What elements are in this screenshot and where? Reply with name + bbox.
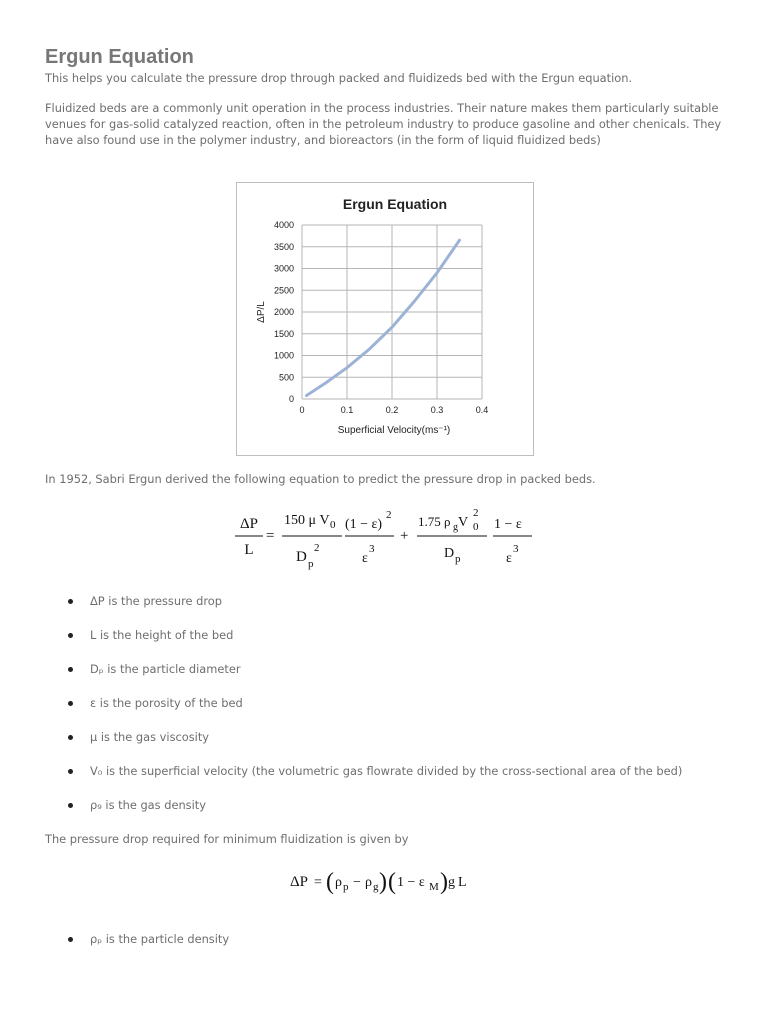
y-tick-label: 2500 (273, 285, 294, 296)
x-tick-label: 0.3 (430, 405, 444, 415)
y-tick-label: 2000 (273, 307, 294, 317)
list-item: ρₚ is the particle density (45, 928, 745, 950)
eq-t1-num-sub: 0 (330, 519, 336, 531)
eq-lhs-den: L (244, 542, 254, 558)
eq-t4-den-sup: 3 (513, 543, 519, 555)
eq-t2-num: (1 − ε) (345, 517, 383, 532)
variables-list (45, 590, 745, 828)
eq-t3-den: D (444, 546, 455, 561)
min-fluidization-equation (288, 866, 488, 902)
min-fluidization-text: The pressure drop required for minimum fluidization is given by (45, 832, 409, 846)
mf-rho2: ρ (365, 875, 372, 890)
y-tick-label: 4000 (273, 220, 294, 230)
page-title: Ergun Equation (45, 46, 194, 68)
description-paragraph (45, 100, 735, 148)
description-line: venues for gas-solid catalyzed reaction, often in the petroleum industry to produce gasoline and other chenicals. They (45, 117, 722, 131)
eq-t3-num-v: V (458, 515, 469, 530)
mf-dp: ΔP (290, 874, 308, 890)
x-axis-label: Superficial Velocity(ms⁻¹) (337, 425, 451, 436)
y-tick-label: 3500 (273, 241, 294, 252)
y-tick-label: 3000 (273, 263, 294, 274)
list-item: V₀ is the superficial velocity (the volumetric gas flowrate divided by the cross-sectional area of the bed) (45, 760, 745, 794)
mf-sub-m: M (429, 881, 439, 893)
ergun-equation (232, 506, 562, 572)
y-axis-label: ΔP/L (256, 301, 267, 323)
mf-sub-p: p (343, 881, 349, 893)
eq-t1-den: D (296, 549, 307, 565)
eq-plus: + (400, 528, 409, 544)
x-tick-label: 0.2 (385, 405, 399, 415)
eq-t3-den-sub: p (455, 553, 461, 565)
eq-t1-num: 150 μ V (284, 513, 330, 528)
svg-text:(: ( (388, 869, 396, 895)
intro-text: This helps you calculate the pressure drop through packed and fluidizeds bed with the Ergun equation. (45, 71, 633, 85)
x-tick-label: 0.1 (340, 405, 354, 415)
history-text: In 1952, Sabri Ergun derived the following equation to predict the pressure drop in packed beds. (45, 472, 596, 486)
mf-g: g (448, 875, 455, 890)
eq-t4-den: ε (506, 551, 512, 566)
eq-t3-num-sub: g (453, 522, 458, 533)
mf-equals: = (314, 875, 322, 890)
list-item: ρ₉ is the gas density (45, 794, 745, 828)
eq-equals: = (266, 528, 275, 544)
eq-t3-num-vsub: 0 (473, 521, 479, 533)
svg-text:): ) (379, 869, 387, 895)
y-tick-label: 1000 (273, 350, 294, 361)
eq-t4-num: 1 − ε (494, 517, 522, 532)
y-tick-label: 1500 (273, 328, 294, 339)
eq-t2-den: ε (362, 551, 368, 566)
mf-rho1: ρ (335, 875, 342, 890)
svg-text:): ) (440, 869, 448, 895)
svg-text:(: ( (326, 869, 334, 895)
list-item: L is the height of the bed (45, 624, 745, 658)
mf-sub-g: g (373, 881, 379, 893)
x-tick-label: 0.4 (475, 405, 489, 415)
chart-svg (237, 183, 533, 455)
eq-t1-den-sup: 2 (314, 542, 320, 554)
eq-t2-den-sup: 3 (369, 543, 375, 555)
mf-minus: − (353, 875, 361, 890)
mf-one-minus: 1 − ε (397, 875, 425, 890)
ergun-chart (236, 182, 534, 456)
y-tick-label: 0 (288, 394, 294, 404)
list-item: μ is the gas viscosity (45, 726, 745, 760)
x-tick-label: 0 (299, 405, 305, 415)
list-item: Dₚ is the particle diameter (45, 658, 745, 692)
eq-t2-num-sup: 2 (386, 509, 392, 521)
chart-title: Ergun Equation (342, 196, 448, 212)
list-item: ΔP is the pressure drop (45, 590, 745, 624)
mf-l: L (458, 875, 467, 890)
y-tick-label: 500 (278, 372, 294, 383)
extra-variables-list (45, 928, 745, 950)
eq-lhs-num: ΔP (240, 516, 258, 532)
description-line: have also found use in the polymer industry, and bioreactors (in the form of liquid fluidized beds) (45, 133, 601, 147)
description-line: Fluidized beds are a commonly unit operation in the process industries. Their nature makes them particularly suitable (45, 101, 719, 115)
eq-t1-den-sub: p (308, 558, 314, 570)
eq-t3-num-sup: 2 (473, 507, 479, 519)
eq-t3-num: 1.75 ρ (418, 514, 451, 529)
list-item: ε is the porosity of the bed (45, 692, 745, 726)
